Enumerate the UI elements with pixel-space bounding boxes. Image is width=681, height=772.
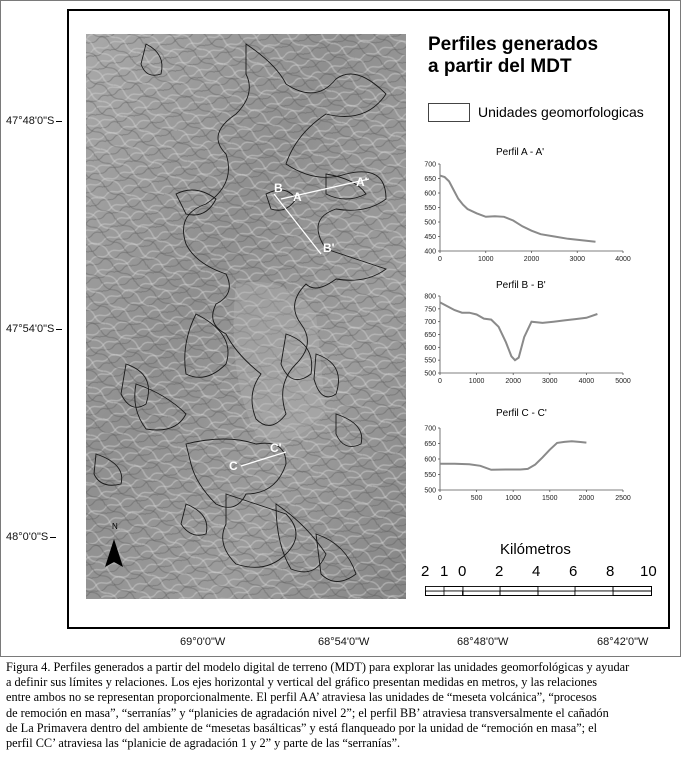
x-tick-label: 0 bbox=[438, 495, 442, 502]
figure-caption: Figura 4. Perfiles generados a partir del modelo digital de terreno (MDT) para explorar las unidades geomorfológicas y ayudar a definir sus límites y relaciones. Los ejes horizontal y vertical del gráfico presentan medidas en metros, y las relaciones entre ambos no se representan proporcionalmente. El perfil AA’ atraviesa las unidades de “meseta volcánica”, “procesos de remoción en masa”, “serranías” y “planicies de agradación nivel 2”; el perfil BB’ atraviesa transversalmente el cañadón de La Primavera dentro del ambiente de “mesetas basálticas” y está flanqueado por la unidad de “remoción en masa”; el perfil CC’ atraviesa las “planicie de agradación 1 y 2” y parte de las “serranías”. bbox=[6, 660, 630, 751]
x-tick-label: 1000 bbox=[505, 495, 521, 502]
x-tick-label: 4000 bbox=[578, 378, 595, 385]
legend-label: Unidades geomorfologicas bbox=[478, 104, 644, 120]
y-tick-label: 650 bbox=[424, 332, 436, 339]
y-tick-label: 600 bbox=[424, 456, 436, 464]
x-tick-label: 0 bbox=[438, 378, 442, 385]
longitude-label-2: 68°54'0"W bbox=[318, 636, 370, 648]
y-tick-label: 650 bbox=[424, 176, 436, 183]
y-tick-label: 750 bbox=[424, 306, 436, 314]
x-tick-label: 2000 bbox=[523, 256, 540, 263]
x-tick-label: 2000 bbox=[505, 378, 521, 385]
y-tick-label: 700 bbox=[424, 425, 436, 433]
profile-title-bb: Perfil B - B' bbox=[496, 280, 546, 291]
profile-chart-cc bbox=[410, 424, 635, 504]
latitude-label-2: 47°54'0"S bbox=[6, 323, 62, 335]
scale-label: 8 bbox=[606, 563, 615, 580]
x-tick-label: 5000 bbox=[615, 378, 631, 385]
legend-swatch bbox=[428, 103, 470, 122]
y-tick-label: 400 bbox=[424, 248, 436, 256]
latitude-label-3: 48°0'0"S bbox=[6, 531, 56, 543]
y-tick-label: 700 bbox=[424, 319, 436, 327]
longitude-label-3: 68°48'0"W bbox=[457, 636, 509, 648]
x-tick-label: 1000 bbox=[468, 378, 485, 385]
map-label-b: B bbox=[274, 181, 283, 195]
map-label-a-prime: A' bbox=[356, 175, 368, 189]
scale-label: 2 bbox=[421, 563, 430, 580]
scale-label: 10 bbox=[640, 563, 657, 580]
x-tick-label: 3000 bbox=[569, 256, 586, 263]
profile-chart-aa bbox=[410, 160, 635, 265]
y-tick-label: 550 bbox=[424, 472, 436, 479]
y-tick-label: 600 bbox=[424, 190, 436, 198]
y-tick-label: 500 bbox=[424, 487, 436, 495]
y-tick-label: 550 bbox=[424, 357, 436, 365]
y-tick-label: 550 bbox=[424, 205, 436, 212]
axis bbox=[440, 164, 623, 251]
x-tick-label: 4000 bbox=[615, 256, 631, 263]
profile-chart-bb bbox=[410, 292, 635, 387]
scale-bar bbox=[425, 586, 653, 598]
profile-line bbox=[440, 302, 597, 360]
map-label-a: A bbox=[293, 190, 302, 204]
x-tick-label: 500 bbox=[470, 495, 483, 502]
scale-label: 1 bbox=[440, 563, 449, 580]
map-label-b-prime: B' bbox=[323, 241, 335, 255]
profile-line bbox=[440, 441, 586, 470]
north-label: N bbox=[112, 522, 118, 531]
scale-label: 2 bbox=[495, 563, 504, 580]
axis bbox=[440, 428, 623, 490]
scale-title: Kilómetros bbox=[500, 541, 571, 558]
latitude-label-1: 47°48'0"S bbox=[6, 115, 62, 127]
map-label-c-prime: C' bbox=[270, 441, 282, 455]
x-tick-label: 2000 bbox=[578, 495, 595, 502]
axis bbox=[440, 296, 623, 373]
longitude-label-1: 69°0'0"W bbox=[180, 636, 226, 648]
y-tick-label: 800 bbox=[424, 293, 436, 301]
x-tick-label: 1000 bbox=[477, 256, 494, 263]
dem-map bbox=[86, 34, 406, 599]
y-tick-label: 700 bbox=[424, 161, 436, 169]
scale-label: 6 bbox=[569, 563, 578, 580]
y-tick-label: 500 bbox=[424, 370, 436, 378]
profile-line bbox=[440, 176, 596, 242]
x-tick-label: 2500 bbox=[615, 495, 631, 502]
x-tick-label: 3000 bbox=[542, 378, 558, 385]
longitude-label-4: 68°42'0"W bbox=[597, 636, 649, 648]
map-title: Perfiles generados a partir del MDT bbox=[428, 34, 599, 77]
scale-label: 0 bbox=[458, 563, 467, 580]
x-tick-label: 1500 bbox=[542, 495, 558, 502]
scale-label: 4 bbox=[532, 563, 541, 580]
profile-title-aa: Perfil A - A' bbox=[496, 147, 545, 158]
y-tick-label: 450 bbox=[424, 234, 436, 241]
y-tick-label: 500 bbox=[424, 219, 436, 227]
map-label-c: C bbox=[229, 459, 238, 473]
x-tick-label: 0 bbox=[438, 256, 442, 263]
profile-title-cc: Perfil C - C' bbox=[496, 408, 547, 419]
y-tick-label: 650 bbox=[424, 441, 436, 448]
y-tick-label: 600 bbox=[424, 344, 436, 352]
